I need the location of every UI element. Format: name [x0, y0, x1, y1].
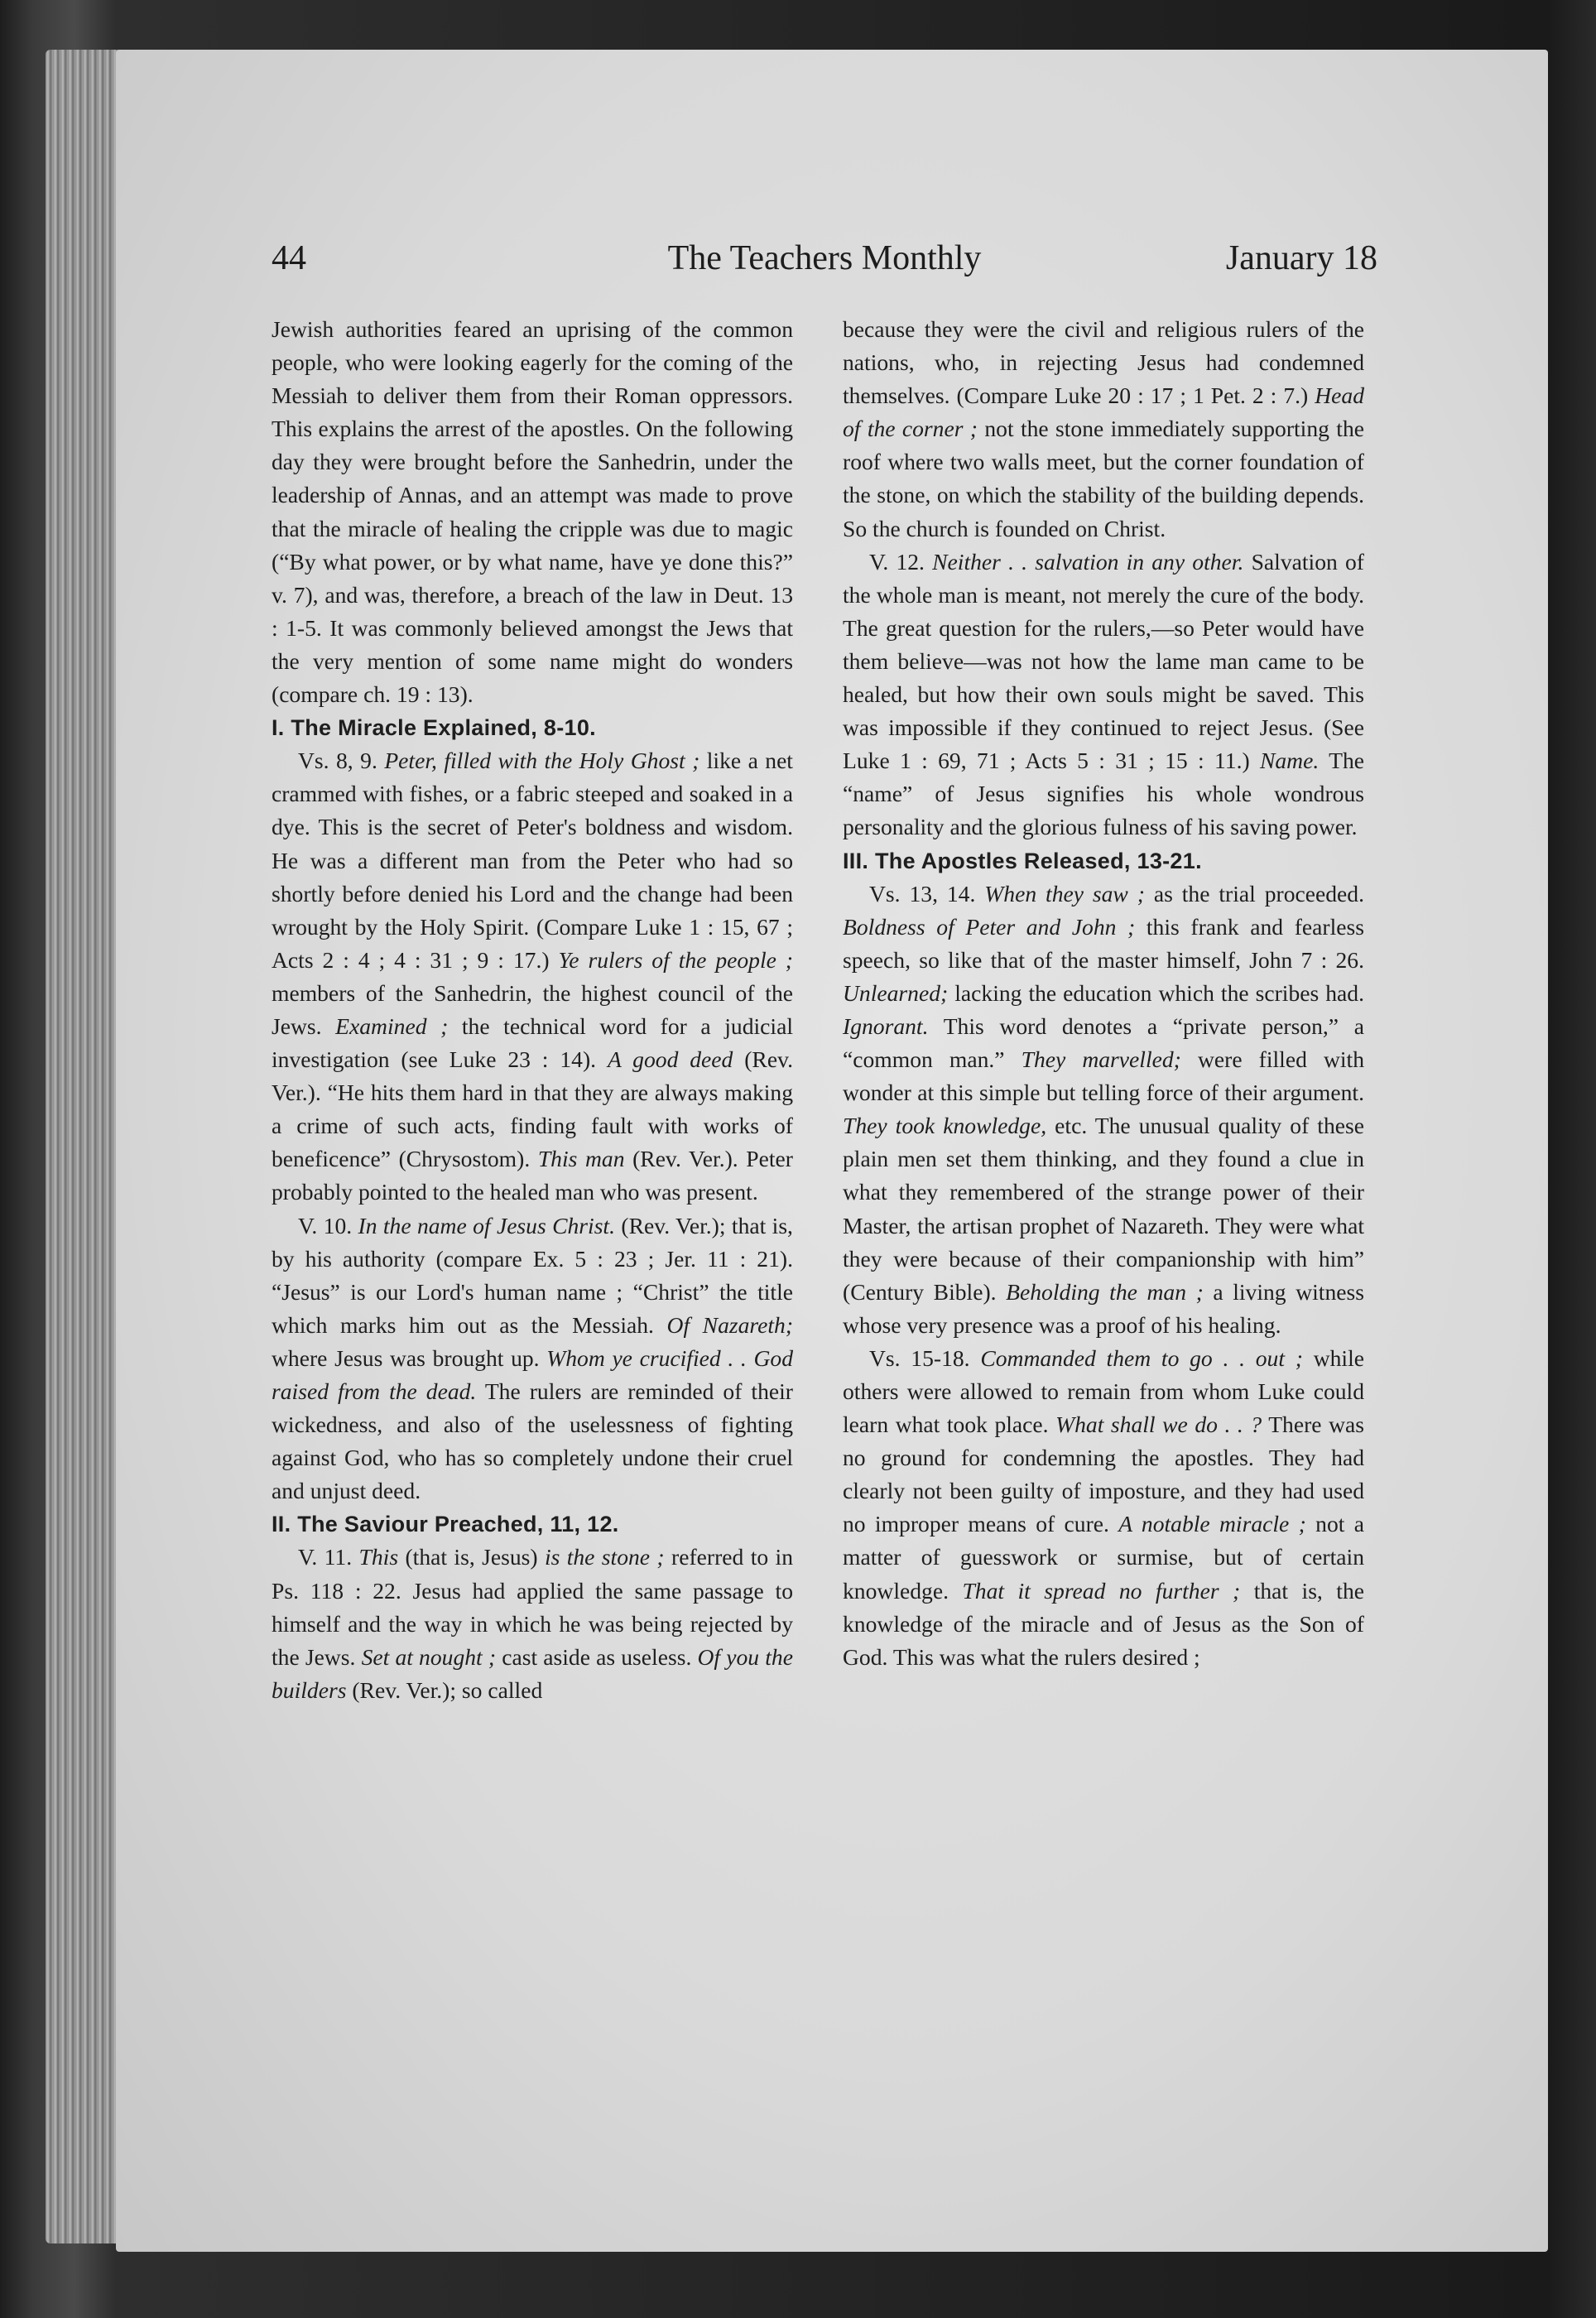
text: Jewish authorities feared an uprising of the common people, who were looking eagerly for the coming of the Messiah to deliver them from their Roman oppressors. This explains the arrest of the apostles. On the following day they were brought before the Sanhedrin, under the leadership of Annas, and an attempt was made to prove that the miracle of healing the cripple was due to magic (“By what power, or by what name, have ye done this?” v. 7), and was, therefore, a breach of the law in Deut. 13 : 1-5. It was commonly believed amongst the Jews that the very mention of some name might do wonders (compare ch. 19 : 13). — [272, 316, 793, 708]
section-heading-miracle-explained: I. The Miracle Explained, 8-10. — [272, 715, 596, 741]
text: (Rev. Ver.). Peter probably pointed to the healed man who was present. — [272, 1146, 793, 1205]
text: members of the Sanhedrin, the highest council of the Jews. — [272, 979, 793, 1039]
text: (Rev. Ver.); that is, by his authority (compare Ex. 5 : 23 ; Jer. 11 : 21). “Jesus” is our Lord's human name ; “Christ” the title which marks him out as the Messiah. — [272, 1212, 793, 1338]
text: (Rev. Ver.); so called — [352, 1676, 543, 1703]
text: because they were the civil and religious rulers of the nations, who, in rejecting Jesus had condemned themselves. (Compare Luke 20 : 17 ; 1 Pet. 2 : 7.) — [843, 316, 1364, 409]
text: The “name” of Jesus signifies his whole wondrous personality and the glorious fulness of his saving power. — [843, 748, 1364, 840]
text: (that is, Jesus) — [405, 1544, 538, 1570]
italic-text: Of you the builders — [272, 1643, 793, 1703]
italic-text: They marvelled; — [1021, 1046, 1181, 1073]
paragraph-continued — [843, 313, 1364, 546]
text: The rulers are reminded of their wickedness, and also of the uselessness of fighting against God, who has so completely undone their cruel and unjust deed. — [272, 1378, 793, 1504]
italic-text: Boldness of Peter and John ; — [843, 913, 1136, 940]
text: Salvation of the whole man is meant, not merely the cure of the body. The great question for the rulers,—so Peter would have them believe—was not how the lame man came to be healed, but how their own souls might be saved. This was impossible if they continued to reject Jesus. (See Luke 1 : 69, 71 ; Acts 5 : 31 ; 15 : 11.) — [843, 548, 1364, 774]
italic-text: That it spread no further ; — [962, 1577, 1241, 1604]
text: not the stone immediately supporting the roof where two walls meet, but the corner foundation of the stone, on which the stability of the building depends. So the church is founded on Christ. — [843, 416, 1364, 541]
running-head — [272, 238, 1377, 288]
paragraph-vs-15-18 — [843, 1342, 1364, 1674]
text: this frank and fearless speech, so like that of the master himself, John 7 : 26. — [843, 913, 1364, 973]
italic-text: When they saw ; — [984, 880, 1145, 907]
text: Vs. 8, 9. — [298, 748, 377, 774]
text: while others were allowed to remain from whom Luke could learn what took place. — [843, 1344, 1364, 1438]
text: (Rev. Ver.). “He hits them hard in that they are always making a crime of such acts, finding fault with works of beneficence” (Chrysostom). — [272, 1046, 793, 1172]
intro-paragraph — [272, 313, 793, 711]
text: cast aside as useless. — [502, 1643, 692, 1670]
text: as the trial proceeded. — [1153, 880, 1364, 907]
italic-text: Whom ye crucified . . God raised from the dead. — [272, 1344, 793, 1404]
italic-text: Ignorant. — [843, 1012, 929, 1039]
text: the technical word for a judicial investigation (see Luke 23 : 14). — [272, 1012, 793, 1073]
italic-text: Of Nazareth; — [666, 1311, 794, 1338]
text: were filled with wonder at this simple but telling force of their argument. — [843, 1046, 1364, 1106]
italic-text: Neither . . salvation in any other. — [932, 548, 1244, 575]
italic-text: Head of the corner ; — [843, 382, 1364, 442]
text: Vs. 13, 14. — [869, 880, 976, 907]
italic-text: Beholding the man ; — [1006, 1278, 1204, 1305]
right-column — [843, 313, 1364, 1674]
paragraph-v-11 — [272, 1541, 793, 1706]
text: Vs. 15-18. — [869, 1344, 970, 1371]
italic-text: Peter, filled with the Holy Ghost ; — [384, 748, 700, 774]
italic-text: A notable miracle ; — [1118, 1511, 1306, 1537]
text: V. 10. — [298, 1212, 353, 1238]
text: where Jesus was brought up. — [272, 1344, 540, 1371]
text: referred to in Ps. 118 : 22. Jesus had applied the same passage to himself and the way in which he was being rejected by the Jews. — [272, 1544, 793, 1670]
page-number: 44 — [272, 239, 306, 277]
italic-text: Examined ; — [335, 1012, 449, 1039]
paragraph-vs-13-14 — [843, 878, 1364, 1342]
issue-date: January 18 — [1225, 239, 1377, 277]
italic-text: This — [358, 1544, 399, 1570]
journal-title: The Teachers Monthly — [667, 239, 982, 277]
italic-text: Set at nought ; — [361, 1643, 497, 1670]
italic-text: is the stone ; — [544, 1544, 665, 1570]
text: This word denotes a “private person,” a “common man.” — [843, 1012, 1364, 1073]
italic-text: What shall we do . . ? — [1055, 1411, 1262, 1438]
text: V. 12. — [869, 548, 925, 575]
paragraph-v-10 — [272, 1209, 793, 1508]
section-heading-saviour-preached: II. The Saviour Preached, 11, 12. — [272, 1512, 619, 1537]
text: a living witness whose very presence was a proof of his healing. — [843, 1278, 1364, 1338]
paragraph-v-12 — [843, 546, 1364, 844]
italic-text: Ye rulers of the people ; — [558, 946, 793, 973]
text: lacking the education which the scribes had. — [954, 979, 1364, 1006]
left-column — [272, 313, 793, 1707]
italic-text: They took knowledge, — [843, 1113, 1047, 1139]
section-heading-apostles-released: III. The Apostles Released, 13-21. — [843, 848, 1202, 873]
italic-text: This man — [537, 1146, 625, 1172]
paragraph-vs-8-9 — [272, 744, 793, 1209]
italic-text: Commanded them to go . . out ; — [980, 1344, 1303, 1371]
text: etc. The unusual quality of these plain men set them thinking, and they found a clue in what they remembered of the strange power of their Master, the artisan prophet of Nazareth. They were what they were because of their companionship with him” (Century Bible). — [843, 1113, 1364, 1305]
text: not a matter of guesswork or surmise, but of certain knowledge. — [843, 1511, 1364, 1604]
text: V. 11. — [298, 1544, 353, 1570]
text: There was no ground for condemning the apostles. They had clearly not been guilty of imposture, and they had used no improper means of cure. — [843, 1411, 1364, 1537]
text: like a net crammed with fishes, or a fabric steeped and soaked in a dye. This is the secret of Peter's boldness and wisdom. He was a different man from the Peter who had so shortly before denied his Lord and the change had been wrought by the Holy Spirit. (Compare Luke 1 : 15, 67 ; Acts 2 : 4 ; 4 : 31 ; 9 : 17.) — [272, 748, 793, 973]
italic-text: In the name of Jesus Christ. — [358, 1212, 615, 1238]
italic-text: A good deed — [607, 1046, 733, 1073]
italic-text: Name. — [1259, 748, 1320, 774]
italic-text: Unlearned; — [843, 979, 949, 1006]
text: that is, the knowledge of the miracle and of Jesus as the Son of God. This was what the rulers desired ; — [843, 1577, 1364, 1670]
